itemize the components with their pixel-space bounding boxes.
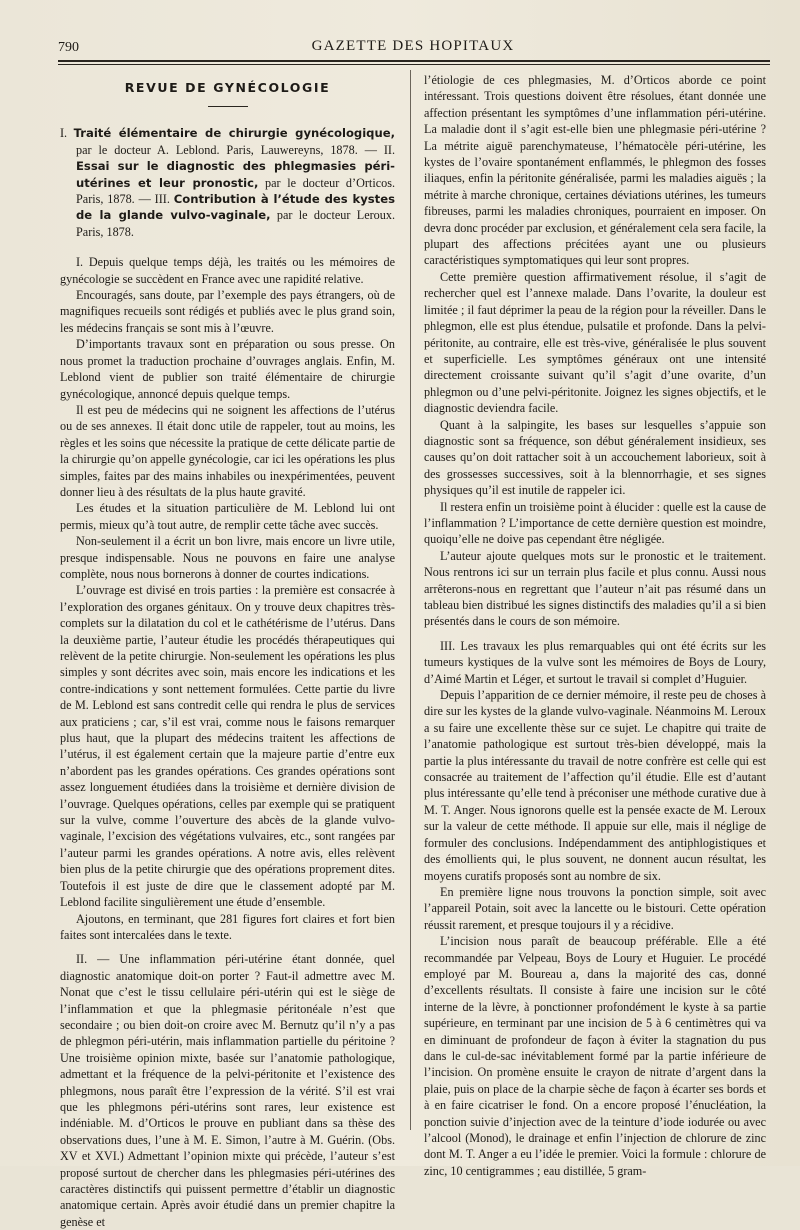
page-number: 790 — [58, 40, 79, 55]
section-title: REVUE DE GYNÉCOLOGIE — [124, 80, 331, 95]
paragraph: L’incision nous paraît de beaucoup préférable. Elle a été recommandée par Velpeau, Boys de Loury et Huguier. Le procédé employé par M. Boureau a, dans la majorité des cas, donné d’excellents résultats. Il consiste à faire une incision sur le côté interne de la lèvre, à ponctionner profondément le kyste à sa partie supérieure, en terminant par une incision de 5 à 6 centimètres qui va en diminuant de profondeur de façon à éviter la stagnation du pus dans le cul-de-sac inévitablement formé par la partie inférieure de l’incision. On promène ensuite le crayon de nitrate d’argent dans la plaie, puis on place de la charpie sèche de façon à écarter ses bords et à en faire cicatriser le fond. On a encore proposé l’énucléation, la ponction suivie d’injection avec de la teinture d’iode iodurée ou avec l’alcool (Monod), le drainage et enfin l’injection de chlorure de zinc dont M. T. Anger a eu l’idée le premier. Voici la formule : chlorure de zinc, 10 centigrammes ; eau distillée, 5 gram- — [424, 934, 766, 1178]
paragraph: Il est peu de médecins qui ne soignent les affections de l’utérus ou de ses annexes. Il était donc utile de rappeler, tout au moins, les règles et les soins que nécessite la pratique de cette délicate partie de la chirurgie qu’on appelle gynécologie, car ici les opérations les plus simples, faites par des mains inhabiles ou inexpérimentées, peuvent donner lieu à des résultats de la plus haute gravité. — [60, 402, 396, 499]
paragraph: I. Depuis quelque temps déjà, les traités ou les mémoires de gynécologie se succèdent en France avec une rapidité relative. — [60, 255, 395, 286]
paragraph: Non-seulement il a écrit un bon livre, mais encore un livre utile, presque indispensable. Nous ne pouvons en faire une analyse complète, nous nous bornerons à donner de courtes indications. — [60, 534, 395, 581]
paragraph: Les études et la situation particulière de M. Leblond lui ont permis, mieux qu’à tout autre, de remplir cette tâche avec succès. — [60, 501, 395, 532]
running-title: GAZETTE DES HOPITAUX — [311, 38, 515, 54]
paragraph: L’auteur ajoute quelques mots sur le pronostic et le traitement. Nous rentrons ici sur un terrain plus facile et plus connu. Aussi nous arrêterons-nous en regrettant que l’auteur n’ait pas résumé dans un tableau bien distribué les signes distinctifs des maladies qu’il a si bien présentés dans le cours de son mémoire. — [424, 548, 766, 629]
header-rule — [58, 60, 770, 62]
paragraph: Il restera enfin un troisième point à élucider : quelle est la cause de l’inflammation ? L’importance de cette dernière question est moindre, quoiqu’elle ne doive pas cependant être négligée. — [424, 499, 766, 547]
paragraph: D’importants travaux sont en préparation ou sous presse. On nous promet la traduction prochaine d’ouvrages anglais. Enfin, M. Leblond vient de publier son traité élémentaire de chirurgie gynécologique, annoncé depuis quelque temps. — [60, 337, 395, 401]
spacer — [60, 943, 395, 951]
left-column — [60, 72, 395, 1230]
bibliography-entry: I. Traité élémentaire de chirurgie gynécologique, par le docteur A. Leblond. Paris, Lauwereyns, 1878. — II. Essai sur le diagnostic des phlegmasies péri-utérines et leur pronostic, par le docteur d’Orticos. Paris, 1878. — III. Contribution à l’étude des kystes de la glande vulvo-vaginale, par le docteur Leroux. Paris, 1878. — [60, 126, 396, 239]
ref-rest-3: par le docteur Leroux. Paris, 1878. — [76, 208, 395, 239]
title-rule — [208, 106, 248, 107]
ref-rest-1: par le docteur A. Leblond. Paris, Lauwereyns, 1878. — II. — [76, 142, 395, 157]
ref-title-2: Essai sur le diagnostic des phlegmasies péri-utérines et leur pronostic, — [76, 159, 395, 190]
spacer — [424, 630, 766, 638]
paragraph: l’étiologie de ces phlegmasies, M. d’Orticos aborde ce point intéressant. Trois questions doivent être résolues, étant donnée une affection présentant les symptômes d’une inflammation péri-utérine. La maladie dont il s’agit est-elle bien une phlegmasie péri-utérine ? La métrite aiguë parenchymateuse, l’hématocèle péri-utérine, les kystes de l’ovaire spontanément enflammés, le phlegmon des fosses iliaques, enfin la péritonite généralisée, parmi les maladies aiguës ; la métrite à marche chronique, certaines déviations utérines, les tumeurs fibreuses, parmi les maladies chroniques, pourraient en imposer. On devra donc procéder par exclusion, et généralement cela sera facile, la plupart des affections précitées ayant une ou plusieurs caractéristiques symptomatiques qui leur sont propres. — [424, 73, 766, 268]
column-divider — [410, 70, 411, 1130]
paragraph: Depuis l’apparition de ce dernier mémoire, il reste peu de choses à dire sur les kystes de la glande vulvo-vaginale. Néanmoins M. Leroux a su faire une excellente thèse sur ce sujet. Le chapitre qui traite de l’anatomie pathologique est surtout très-bien développé, mais la partie la plus intéressante du travail de notre confrère est celle qui est consacrée au traitement de l’affection qu’il étudie. Elle est d’autant plus intéressante qu’elle tend à préconiser une méthode curative due à M. T. Anger. Nous ignorons quelle est la pensée exacte de M. Leroux sur la valeur de cette méthode. Il appuie sur elle, mais il néglige de formuler des conclusions. Indépendamment des antiphlogistiques et des émollients qui, le plus souvent, ne donnent aucun résultat, les moyens curatifs proposés sont au nombre de six. — [424, 688, 766, 883]
paragraph: Ajoutons, en terminant, que 281 figures fort claires et fort bien faites sont intercalées dans le texte. — [60, 911, 395, 942]
paragraph: Cette première question affirmativement résolue, il s’agit de rechercher quel est l’annexe malade. Dans l’ovarite, la douleur est limitée ; il faut déprimer la peau de la région pour la réveiller. Dans le phlegmon, elle est plus étendue, pulsatile et profonde. Dans la pelvi-péritonite, au contraire, elle est très-vive, généralisée le plus souvent et superficielle. Les symptômes généraux ont une intensité directement croissante suivant qu’il s’agit d’une ovarite, d’un phlegmon ou d’une pelvi-péritonite. Joignez les signes objectifs, et le diagnostic deviendra facile. — [424, 269, 766, 416]
paragraph: En première ligne nous trouvons la ponction simple, soit avec l’appareil Potain, soit avec la lancette ou le bistouri. Cette opération réussit rarement, et presque toujours il y a récidive. — [424, 884, 766, 932]
right-column — [424, 72, 766, 1179]
paragraph: L’ouvrage est divisé en trois parties : la première est consacrée à l’exploration des organes génitaux. On y trouve deux chapitres très-complets sur la dilatation du col et le cathétérisme de l’utérus. Dans la deuxième partie, l’auteur étudie les procédés thérapeutiques qui relèvent de la petite chirurgie. Non-seulement les opérations les plus simples y sont décrites avec soin, mais encore les indications et les contre-indications y sont nettement formulées. Cette partie du livre de M. Leblond est sans contredit celle qui rendra le plus de services aux praticiens ; car, s’il est vrai, comme nous le faisons remarquer plus haut, que la plupart des médecins traitent les affections de l’utérus, il est également certain que la majeure partie d’entre eux n’abordent pas les grandes opérations. Ces grandes opérations sont assez longuement étudiées dans la troisième et dernière division de l’ouvrage. Quelques opérations, celles par exemple qui se pratiquent sur la vulve, comme l’ouverture des abcès de la glande vulvo-vaginale, l’excision des végétations vulvaires, etc., sont rangées par l’auteur parmi les grandes opérations. A notre avis, elles relèvent bien plus de la petite chirurgie que des opérations proprement dites. Toutefois il est juste de dire que le classement adopté par M. Leblond facilite singulièrement une étude d’ensemble. — [60, 583, 395, 910]
paragraph: Encouragés, sans doute, par l’exemple des pays étrangers, où de magnifiques recueils sont rédigés et publiés avec le plus grand soin, les médecins français se sont mis à l’œuvre. — [60, 288, 395, 335]
ref-rest-2: par le docteur d’Orticos. Paris, 1878. — III. — [76, 175, 395, 207]
ref-title-3: Contribution à l’étude des kystes de la glande vulvo-vaginale, — [76, 192, 395, 223]
paragraph: Quant à la salpingite, les bases sur lesquelles s’appuie son diagnostic sont sa fréquence, son début généralement insidieux, ses causes qu’on doit rattacher soit à un accouchement laborieux, soit à des grossesses successives, soit à la blennorrhagie, et ses signes physiques qu’il est inutile de rappeler ici. — [424, 417, 766, 498]
ref-title-1: Traité élémentaire de chirurgie gynécologique, — [73, 126, 396, 141]
header-rule-thin — [58, 64, 770, 65]
page-header — [58, 36, 768, 58]
paragraph: II. — Une inflammation péri-utérine étant donnée, quel diagnostic anatomique doit-on porter ? Faut-il admettre avec M. Nonat que c’est le tissu cellulaire péri-utérin qui est le siège de l’inflammation et que la phlegmasie péritonéale n’est que secondaire ; ou bien doit-on croire avec M. Bernutz qu’il n’y a pas de phlegmon péri-utérin, mais inflammation partielle du péritoine ? Une troisième opinion mixte, basée sur l’anatomie pathologique, admettant et la fréquence de la pelvi-péritonite et l’existence des phlegmons, nous paraît être l’expression de la vérité. S’il est vrai que les phlegmons péri-utérins sont rares, leur existence est indéniable. M. d’Orticos le prouve en publiant dans sa thèse des observations dues, l’une à M. E. Simon, l’autre à M. Guérin. (Obs. XV et XVI.) Admettant l’opinion mixte qui précède, l’auteur s’est proposé surtout de chercher dans les phlegmasies péri-utérines des caractères distinctifs qui puissent permettre d’établir un diagnostic anatomique certain. Après avoir étudié dans un premier chapitre la genèse et — [60, 952, 395, 1229]
paragraph: III. Les travaux les plus remarquables qui ont été écrits sur les tumeurs kystiques de la vulve sont les mémoires de Boys de Loury, d’Aimé Martin et Léger, et surtout le travail si complet d’Huguier. — [424, 638, 766, 686]
bibliography — [60, 125, 395, 240]
